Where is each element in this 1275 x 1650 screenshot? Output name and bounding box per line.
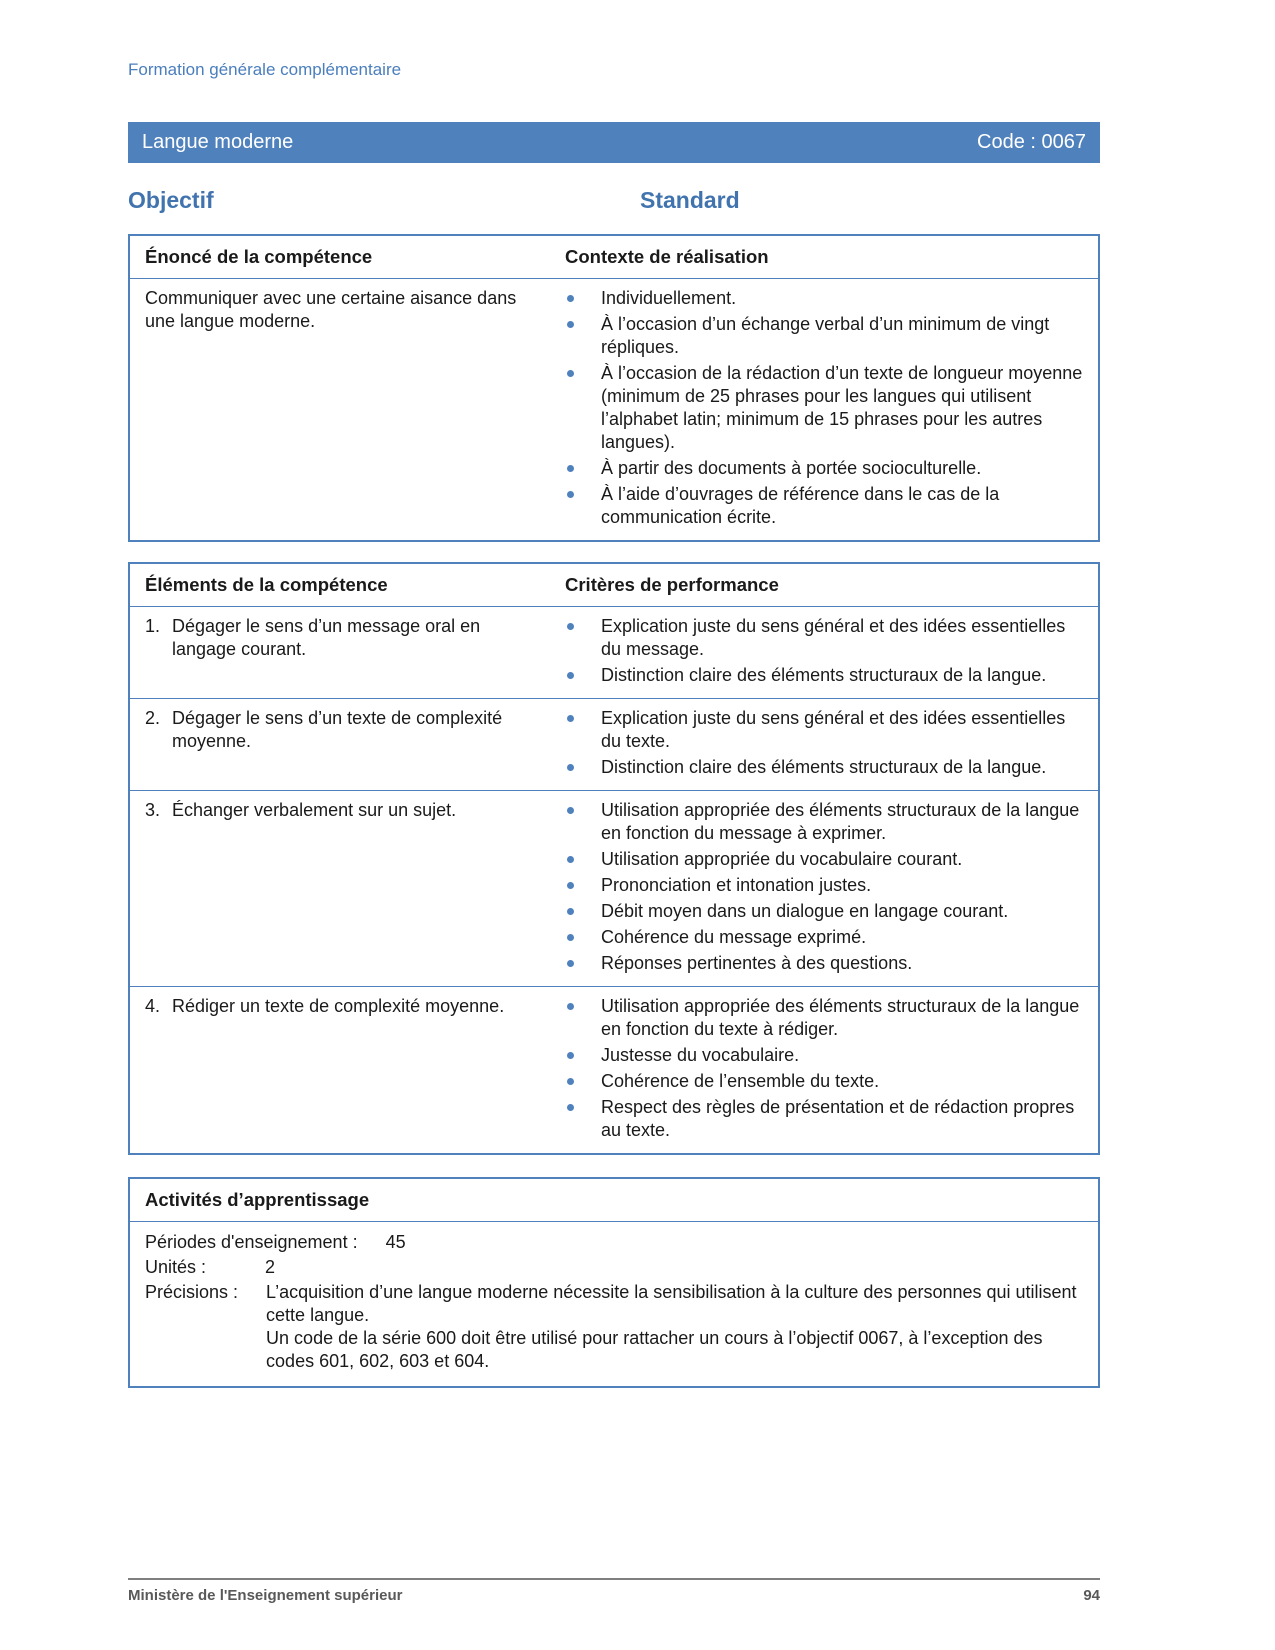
element-cell — [130, 791, 553, 986]
criteres-cell — [553, 791, 1098, 986]
list-item: À l’occasion d’un échange verbal d’un minimum de vingt répliques. — [553, 313, 1086, 359]
list-item: Utilisation appropriée du vocabulaire courant. — [553, 848, 1086, 871]
banner-title: Langue moderne — [142, 131, 294, 153]
item-number: 1. — [145, 615, 161, 636]
bullet-icon — [567, 882, 574, 889]
list-item: Réponses pertinentes à des questions. — [553, 952, 1086, 975]
unites-label: Unités : — [145, 1256, 207, 1277]
table-row — [130, 698, 1098, 790]
element-cell — [130, 987, 553, 1153]
precisions-label: Précisions : — [145, 1281, 239, 1302]
table-header-row — [130, 236, 1098, 278]
list-item: Cohérence du message exprimé. — [553, 926, 1086, 949]
unites-row — [145, 1255, 1084, 1280]
table-row — [130, 790, 1098, 986]
heading-objectif: Objectif — [128, 187, 214, 213]
bullet-icon — [567, 764, 574, 771]
activites-body — [130, 1222, 1098, 1386]
item-number: 3. — [145, 799, 161, 820]
header-criteres: Critères de performance — [565, 573, 779, 595]
criteres-list — [553, 995, 1086, 1142]
element-cell — [130, 607, 553, 698]
section-headings — [128, 187, 1100, 217]
footer-ministry: Ministère de l'Enseignement supérieur — [128, 1587, 403, 1604]
page-footer — [128, 1578, 1100, 1604]
precisions-paragraph: L’acquisition d’une langue moderne nécessite la sensibilisation à la culture des personnes qui utilisent cette langue. — [266, 1281, 1077, 1326]
element-cell — [130, 699, 553, 790]
bullet-icon — [567, 960, 574, 967]
competence-statement: Communiquer avec une certaine aisance dans une langue moderne. — [145, 287, 517, 331]
table-row — [130, 986, 1098, 1153]
bullet-icon — [567, 1052, 574, 1059]
list-item: Individuellement. — [553, 287, 1086, 310]
item-number: 2. — [145, 707, 161, 728]
criteres-list — [553, 799, 1086, 975]
criteres-list — [553, 615, 1086, 687]
precisions-row — [145, 1280, 1084, 1374]
bullet-icon — [567, 715, 574, 722]
bullet-icon — [567, 623, 574, 630]
criteres-cell — [553, 607, 1098, 698]
list-item: Explication juste du sens général et des idées essentielles du message. — [553, 615, 1086, 661]
criteres-list — [553, 707, 1086, 779]
bullet-icon — [567, 1104, 574, 1111]
bullet-icon — [567, 491, 574, 498]
list-item: À l’occasion de la rédaction d’un texte de longueur moyenne (minimum de 25 phrases pour les langues qui utilisent l’alphabet latin; minimum de 15 phrases pour les autres langues). — [553, 362, 1086, 454]
list-item: Respect des règles de présentation et de rédaction propres au texte. — [553, 1096, 1086, 1142]
list-item: Justesse du vocabulaire. — [553, 1044, 1086, 1067]
element-text: Rédiger un texte de complexité moyenne. — [172, 996, 505, 1017]
running-header: Formation générale complémentaire — [128, 60, 402, 79]
bullet-icon — [567, 807, 574, 814]
table-row — [130, 606, 1098, 698]
bullet-icon — [567, 672, 574, 679]
list-item: Explication juste du sens général et des idées essentielles du texte. — [553, 707, 1086, 753]
precisions-value — [266, 1281, 1084, 1373]
table-enonce-contexte — [128, 234, 1100, 542]
title-banner — [128, 122, 1100, 163]
banner-code: Code : 0067 — [977, 131, 1086, 153]
header-enonce: Énoncé de la compétence — [145, 246, 373, 267]
list-item: Distinction claire des éléments structuraux de la langue. — [553, 756, 1086, 779]
list-item: Utilisation appropriée des éléments structuraux de la langue en fonction du texte à rédiger. — [553, 995, 1086, 1041]
criteres-cell — [553, 699, 1098, 790]
list-item: Débit moyen dans un dialogue en langage courant. — [553, 900, 1086, 923]
periodes-value: 45 — [385, 1231, 406, 1252]
list-item: Utilisation appropriée des éléments structuraux de la langue en fonction du message à exprimer. — [553, 799, 1086, 845]
bullet-icon — [567, 934, 574, 941]
contexte-list — [553, 287, 1086, 529]
list-item: À partir des documents à portée socioculturelle. — [553, 457, 1086, 480]
header-contexte: Contexte de réalisation — [565, 246, 769, 267]
list-item: Cohérence de l’ensemble du texte. — [553, 1070, 1086, 1093]
item-number: 4. — [145, 996, 161, 1017]
bullet-icon — [567, 321, 574, 328]
table-activites — [128, 1177, 1100, 1388]
content-area — [128, 0, 1100, 1388]
periodes-row — [145, 1230, 1084, 1255]
list-item: Prononciation et intonation justes. — [553, 874, 1086, 897]
criteres-cell — [553, 987, 1098, 1153]
periodes-label: Périodes d'enseignement : — [145, 1231, 358, 1252]
bullet-icon — [567, 1078, 574, 1085]
table-row — [130, 278, 1098, 540]
table-header-row — [130, 564, 1098, 606]
heading-standard: Standard — [640, 187, 740, 213]
bullet-icon — [567, 1003, 574, 1010]
page-number: 94 — [1083, 1587, 1100, 1604]
element-text: Échanger verbalement sur un sujet. — [172, 799, 457, 820]
header-elements: Éléments de la compétence — [145, 573, 388, 595]
bullet-icon — [567, 856, 574, 863]
element-text: Dégager le sens d’un texte de complexité moyenne. — [172, 707, 503, 751]
table-elements-criteres — [128, 562, 1100, 1155]
bullet-icon — [567, 295, 574, 302]
bullet-icon — [567, 465, 574, 472]
list-item: Distinction claire des éléments structuraux de la langue. — [553, 664, 1086, 687]
activites-title: Activités d’apprentissage — [130, 1179, 1098, 1222]
bullet-icon — [567, 908, 574, 915]
unites-value: 2 — [265, 1256, 276, 1277]
element-text: Dégager le sens d’un message oral en langage courant. — [172, 615, 481, 659]
bullet-icon — [567, 370, 574, 377]
list-item: À l’aide d’ouvrages de référence dans le cas de la communication écrite. — [553, 483, 1086, 529]
contexte-cell — [553, 279, 1098, 540]
precisions-paragraph: Un code de la série 600 doit être utilisé pour rattacher un cours à l’objectif 0067, à l’exception des codes 601, 602, 603 et 604. — [266, 1328, 1043, 1372]
